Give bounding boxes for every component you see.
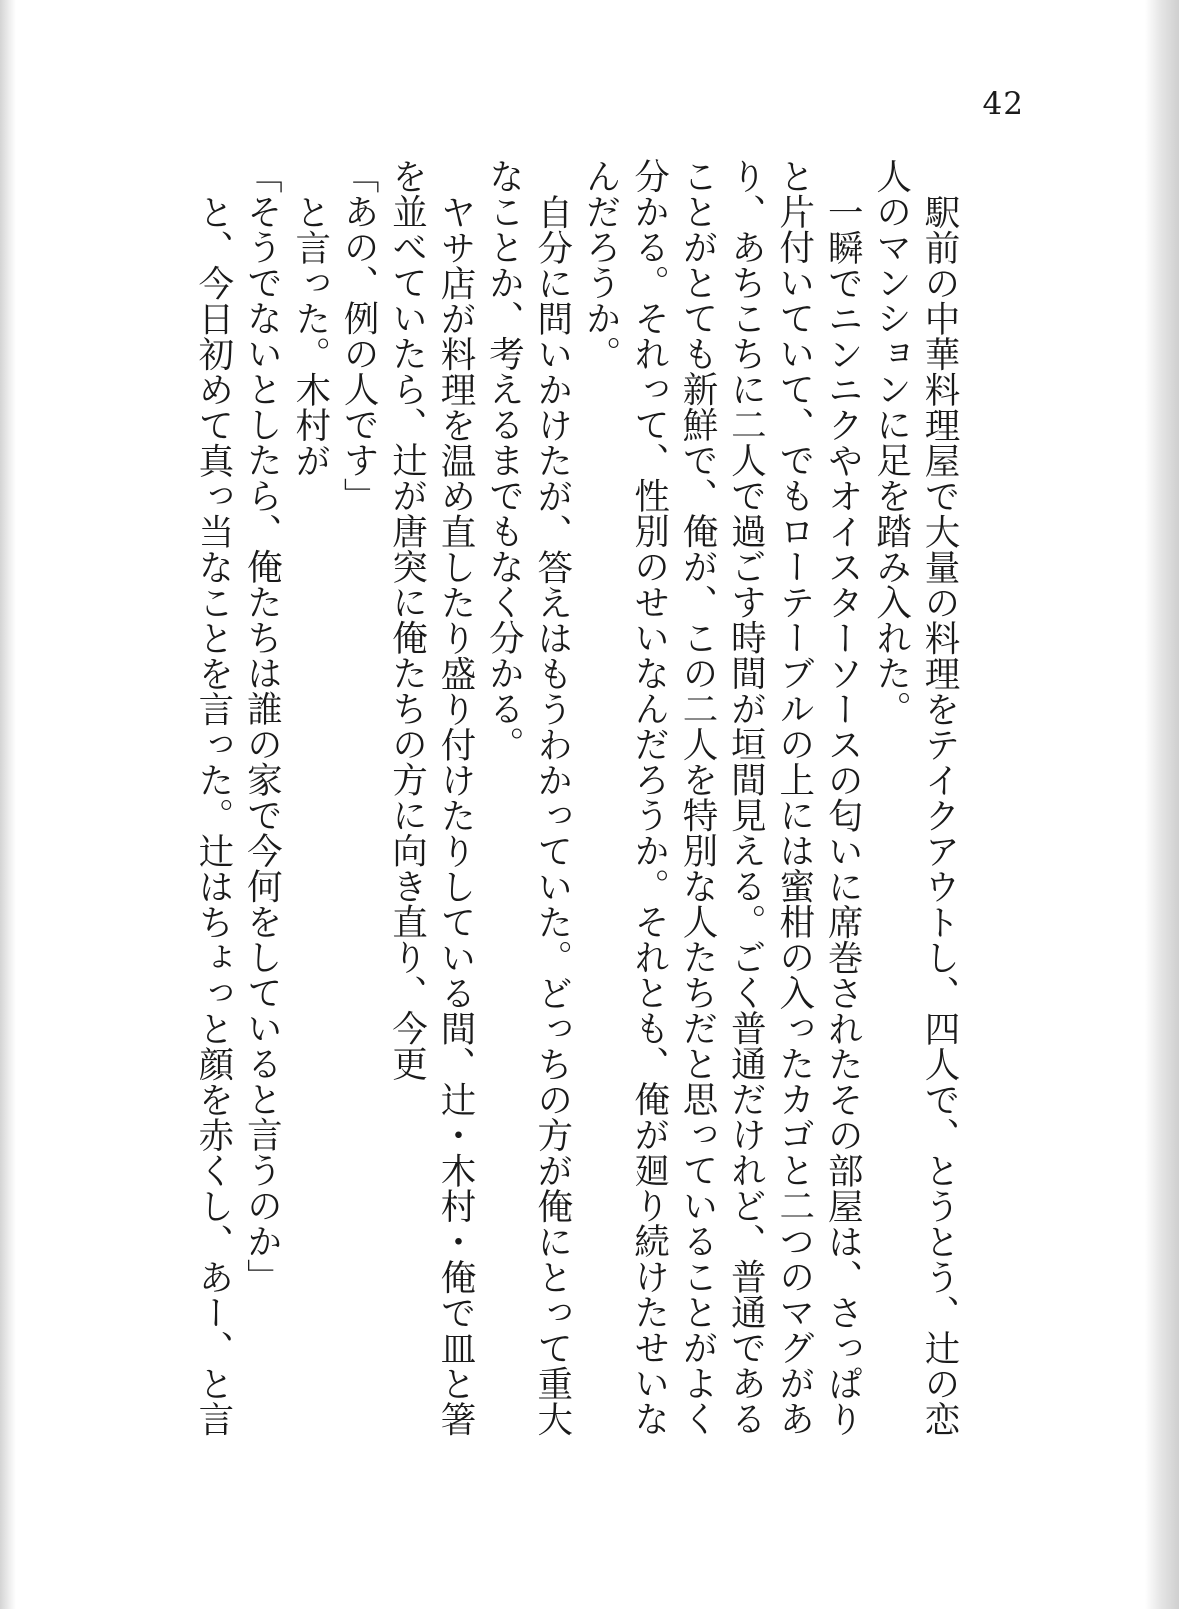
paragraph: 一瞬でニンニクやオイスターソースの匂いに席巻されたその部屋は、さっぱりと片付いていて、でもローテーブルの上には蜜柑の入ったカゴと二つのマグがあり、あちこちに二人で過ごす時間が垣間見える。ごく普通だけれど、普通であることがとても新鮮で、俺が、この二人を特別な人たちだと思っていることがよく分かる。それって、性別のせいなんだろうか。それとも、俺が廻り続けたせいなんだろうか。 (580, 158, 864, 1436)
next-page-edge[interactable] (1145, 0, 1179, 1609)
page-number: 42 (982, 86, 1024, 122)
paragraph: 駅前の中華料理屋で大量の料理をテイクアウトし、四人で、とうとう、辻の恋人のマンションに足を踏み入れた。 (870, 158, 960, 1436)
dialogue-line: 「あの、例の人です」 (338, 158, 380, 513)
book-page (18, 0, 1144, 1609)
dialogue-line: 「そうでないとしたら、俺たちは誰の家で今何をしていると言うのか」 (241, 158, 283, 1294)
vertical-body-text (189, 158, 964, 1448)
previous-page-edge[interactable] (0, 0, 16, 1609)
paragraph: ヤサ店が料理を温め直したり盛り付けたりしている間、辻・木村・俺で皿と箸を並べていたら、辻が唐突に俺たちの方に向き直り、今更 (386, 158, 476, 1436)
paragraph: と言った。木村が (289, 193, 331, 478)
paragraph: と、今日初めて真っ当なことを言った。辻はちょっと顔を赤くし、あー、と言 (192, 193, 234, 1436)
paragraph: 自分に問いかけたが、答えはもうわかっていた。どっちの方が俺にとって重大なことか、考えるまでもなく分かる。 (483, 158, 573, 1436)
